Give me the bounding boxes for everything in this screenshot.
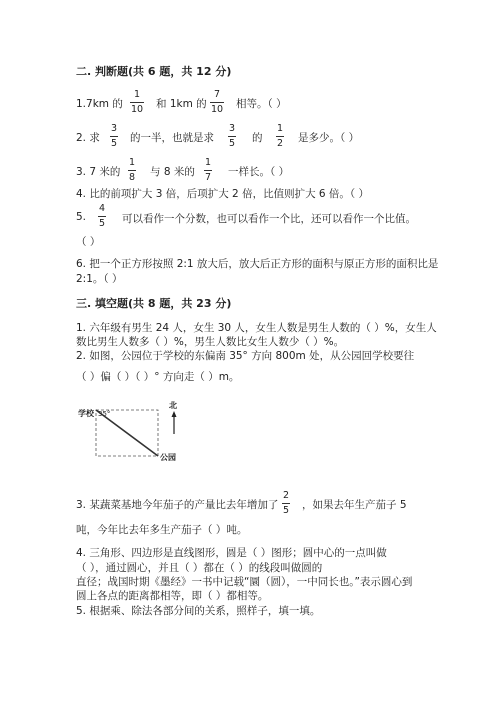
north-arrow-head <box>172 411 177 417</box>
q2-text-c: 的 <box>252 132 263 144</box>
s3-q3-fraction <box>282 491 290 515</box>
q2-f2-numerator: 3 <box>229 123 236 134</box>
q2-f1-denominator: 5 <box>111 137 118 149</box>
q1-f2-numerator: 7 <box>214 89 221 100</box>
q5-fraction <box>98 204 106 228</box>
s3-q3-denominator: 5 <box>283 504 290 516</box>
q3-f2-numerator: 1 <box>205 157 212 168</box>
angle-label: 35° <box>98 410 111 418</box>
section2-title: 二. 判断题(共 6 题，共 12 分) <box>76 65 232 78</box>
q1-text-a: 1.7km 的 <box>76 98 123 110</box>
s3-q4-line3: 直径；战国时期《墨经》一书中记载“圜（圆），一中同长也。”表示圆心到 <box>76 576 413 588</box>
q3-fraction-1 <box>128 158 136 182</box>
q5-text-b: 可以看作一个分数，也可以看作一个比，还可以看作一个比值。 <box>122 213 416 225</box>
s3-q2-line2: （ ）偏（ ）（ ）° 方向走（ ）m。 <box>76 371 240 383</box>
q6-line2: 2:1。（ ） <box>76 273 123 285</box>
q1-text-b: 和 1km 的 <box>156 98 207 110</box>
q3-text-b: 与 8 米的 <box>150 166 195 178</box>
s3-q4-line2: （ ），通过圆心，并且（ ）都在（ ）的线段叫做圆的 <box>76 562 323 574</box>
q5-denominator: 5 <box>99 217 106 229</box>
q1-fraction-2 <box>210 90 224 114</box>
s3-q1-line2: 数比男生人数多（ ）%，男生人数比女生人数少（ ）%。 <box>76 336 345 348</box>
q1-f2-denominator: 10 <box>211 103 224 115</box>
s3-q4-line4: 圆上各点的距离都相等，即（ ）都相等。 <box>76 590 269 602</box>
q6-line1: 6. 把一个正方形按照 2:1 放大后，放大后正方形的面积与原正方形的面积比是 <box>76 258 439 270</box>
q5-text-a: 5. <box>76 211 87 223</box>
direction-diagram-svg <box>78 400 198 470</box>
q3-f2-denominator: 7 <box>205 171 212 183</box>
q1-text-c: 相等。（ ） <box>236 98 287 110</box>
north-label: 北 <box>169 401 177 410</box>
q2-f3-numerator: 1 <box>277 123 284 134</box>
s3-q3-text-b: ，如果去年生产茄子 5 <box>302 499 407 511</box>
q2-text-a: 2. 求 <box>76 132 100 144</box>
q5-numerator: 4 <box>99 203 106 214</box>
q2-f1-numerator: 3 <box>111 123 118 134</box>
q2-text-b: 的一半，也就是求 <box>130 132 214 144</box>
q1-f1-numerator: 1 <box>134 89 141 100</box>
s3-q1-line1: 1. 六年级有男生 24 人，女生 30 人，女生人数是男生人数的（ ）%，女生人 <box>76 322 437 334</box>
s3-q4-line1: 4. 三角形、四边形是直线图形，圆是（ ）图形；圆中心的一点叫做 <box>76 547 387 559</box>
q2-f2-denominator: 5 <box>229 137 236 149</box>
q5-text-c: （ ） <box>76 236 101 248</box>
q2-f3-denominator: 2 <box>277 137 284 149</box>
q2-fraction-1 <box>110 124 118 148</box>
school-label: 学校 <box>78 409 94 418</box>
s3-q3-line2: 吨，今年比去年多生产茄子（ ）吨。 <box>76 524 248 536</box>
q3-f1-numerator: 1 <box>129 157 136 168</box>
s3-q5-text: 5. 根据乘、除法各部分间的关系，照样子，填一填。 <box>76 605 321 617</box>
q4-text: 4. 比的前项扩大 3 倍，后项扩大 2 倍，比值则扩大 6 倍。（ ） <box>76 188 370 200</box>
s3-q2-line1: 2. 如图，公园位于学校的东偏南 35° 方向 800m 处，从公园回学校要往 <box>76 350 415 362</box>
direction-diagram <box>78 400 198 470</box>
q3-f1-denominator: 8 <box>129 171 136 183</box>
q2-fraction-3 <box>276 124 284 148</box>
q3-text-a: 3. 7 米的 <box>76 166 121 178</box>
s3-q3-numerator: 2 <box>283 490 290 501</box>
section3-title: 三. 填空题(共 8 题，共 23 分) <box>76 297 232 310</box>
q3-fraction-2 <box>204 158 212 182</box>
q3-text-c: 一样长。（ ） <box>228 166 290 178</box>
q1-f1-denominator: 10 <box>131 103 144 115</box>
q1-fraction-1 <box>130 90 144 114</box>
s3-q3-text-a: 3. 某蔬菜基地今年茄子的产量比去年增加了 <box>76 499 279 511</box>
park-label: 公园 <box>160 453 176 462</box>
q2-text-d: 是多少。（ ） <box>298 132 360 144</box>
q2-fraction-2 <box>228 124 236 148</box>
